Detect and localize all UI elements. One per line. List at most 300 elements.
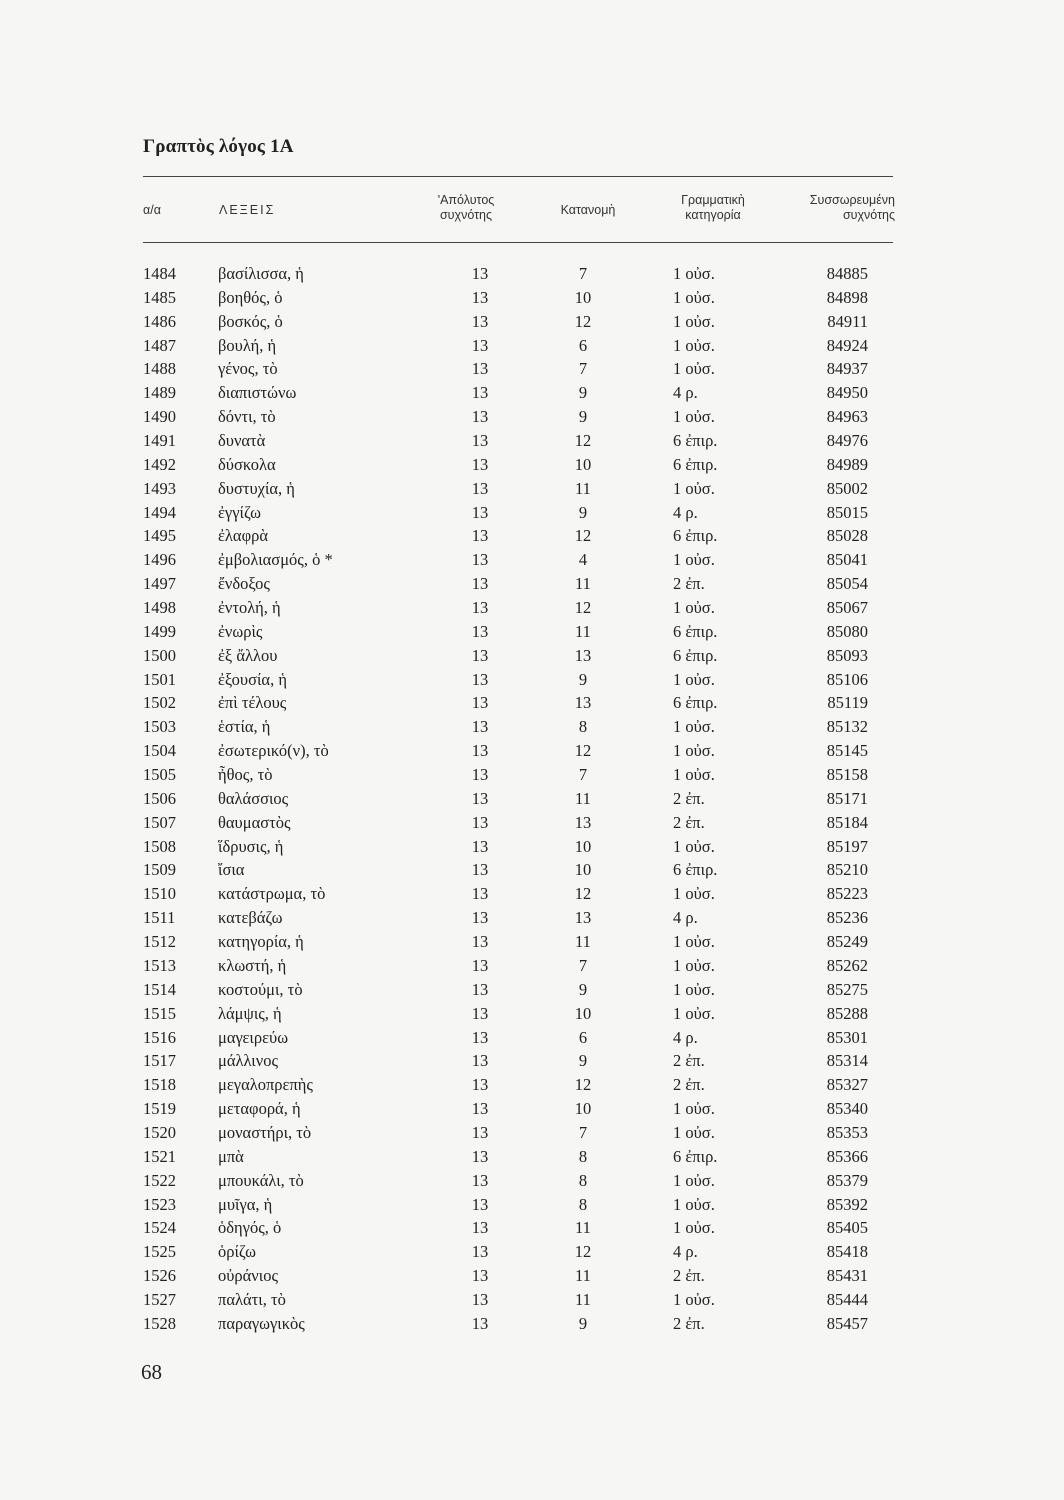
row-grammatical-category: 1 οὐσ. (673, 1170, 715, 1190)
row-absolute-frequency: 13 (471, 574, 489, 594)
row-word: λάμψις, ἡ (218, 1003, 282, 1023)
row-grammatical-category: 1 οὐσ. (673, 717, 715, 737)
row-word: θαλάσσιος (218, 788, 289, 808)
table-row (143, 668, 893, 692)
frequency-table (143, 262, 893, 1336)
row-serial: 1521 (143, 1146, 176, 1166)
row-distribution: 10 (574, 860, 592, 880)
row-word: ἐσωτερικό(ν), τὸ (218, 741, 329, 761)
row-distribution: 12 (574, 598, 592, 618)
row-absolute-frequency: 13 (471, 335, 489, 355)
row-cumulative-frequency: 85028 (826, 526, 868, 546)
row-grammatical-category: 2 ἐπ. (673, 812, 705, 832)
row-serial: 1518 (143, 1075, 176, 1095)
row-word: παραγωγικὸς (218, 1313, 305, 1333)
row-grammatical-category: 6 ἐπιρ. (673, 526, 718, 546)
row-distribution: 8 (578, 1146, 588, 1166)
row-cumulative-frequency: 85444 (826, 1289, 868, 1309)
row-absolute-frequency: 13 (471, 860, 489, 880)
table-row (143, 930, 893, 954)
table-row (143, 548, 893, 572)
row-distribution: 12 (574, 884, 592, 904)
row-cumulative-frequency: 85262 (826, 955, 868, 975)
row-word: διαπιστώνω (218, 383, 297, 403)
row-cumulative-frequency: 84924 (826, 335, 868, 355)
row-word: ἐντολή, ἡ (218, 598, 281, 618)
row-serial: 1496 (143, 550, 176, 570)
table-row (143, 1002, 893, 1026)
row-distribution: 6 (578, 335, 588, 355)
table-row (143, 787, 893, 811)
row-cumulative-frequency: 85314 (826, 1051, 868, 1071)
row-distribution: 11 (575, 1218, 591, 1238)
table-header (143, 192, 893, 232)
table-row (143, 1049, 893, 1073)
row-distribution: 8 (578, 1170, 588, 1190)
row-absolute-frequency: 13 (471, 908, 489, 928)
row-absolute-frequency: 13 (471, 478, 489, 498)
row-cumulative-frequency: 85132 (826, 717, 868, 737)
row-distribution: 11 (575, 1289, 591, 1309)
table-row (143, 524, 893, 548)
row-grammatical-category: 2 ἐπ. (673, 1075, 705, 1095)
row-cumulative-frequency: 84989 (826, 454, 868, 474)
table-row (143, 1026, 893, 1050)
row-absolute-frequency: 13 (471, 1194, 489, 1214)
row-serial: 1490 (143, 407, 176, 427)
row-serial: 1517 (143, 1051, 176, 1071)
row-distribution: 9 (578, 407, 588, 427)
row-serial: 1484 (143, 264, 176, 283)
row-serial: 1491 (143, 431, 176, 451)
table-row (143, 954, 893, 978)
row-absolute-frequency: 13 (471, 717, 489, 737)
row-word: οὐράνιος (218, 1266, 278, 1286)
table-row (143, 1240, 893, 1264)
table-row (143, 357, 893, 381)
row-cumulative-frequency: 85223 (826, 884, 868, 904)
table-row (143, 286, 893, 310)
row-serial: 1503 (143, 717, 176, 737)
row-serial: 1500 (143, 645, 176, 665)
row-word: ἴσια (218, 860, 245, 880)
row-absolute-frequency: 13 (471, 1075, 489, 1095)
row-cumulative-frequency: 85015 (826, 502, 868, 522)
row-word: μεγαλοπρεπὴς (218, 1075, 313, 1095)
row-grammatical-category: 2 ἐπ. (673, 1051, 705, 1071)
row-distribution: 10 (574, 454, 592, 474)
row-distribution: 13 (574, 908, 592, 928)
row-cumulative-frequency: 85067 (826, 598, 868, 618)
row-cumulative-frequency: 85002 (826, 478, 868, 498)
row-absolute-frequency: 13 (471, 1051, 489, 1071)
row-cumulative-frequency: 85197 (826, 836, 868, 856)
table-row (143, 644, 893, 668)
row-distribution: 6 (578, 1027, 588, 1047)
table-row (143, 453, 893, 477)
row-word: ἔνδοξος (218, 574, 270, 594)
row-cumulative-frequency: 84963 (826, 407, 868, 427)
row-grammatical-category: 1 οὐσ. (673, 979, 715, 999)
row-serial: 1506 (143, 788, 176, 808)
header-absolute-frequency-line1: 'Απόλυτος (437, 193, 495, 207)
row-word: ἐξ ἄλλου (218, 645, 278, 665)
row-serial: 1488 (143, 359, 176, 379)
row-word: μεταφορά, ἡ (218, 1099, 301, 1119)
row-cumulative-frequency: 85353 (826, 1122, 868, 1142)
row-word: ὁρίζω (218, 1242, 257, 1262)
row-cumulative-frequency: 85327 (826, 1075, 868, 1095)
table-row (143, 1169, 893, 1193)
row-distribution: 7 (578, 1122, 588, 1142)
row-absolute-frequency: 13 (471, 884, 489, 904)
header-cumulative-frequency-line1: Συσσωρευμένη (809, 193, 895, 207)
row-word: βουλή, ἡ (218, 335, 277, 355)
row-absolute-frequency: 13 (471, 645, 489, 665)
row-grammatical-category: 2 ἐπ. (673, 574, 705, 594)
row-distribution: 12 (574, 1242, 592, 1262)
row-serial: 1515 (143, 1003, 176, 1023)
table-row (143, 691, 893, 715)
row-serial: 1485 (143, 287, 176, 307)
row-distribution: 10 (574, 287, 592, 307)
row-word: μυῖγα, ἡ (218, 1194, 273, 1214)
row-word: βοσκός, ὁ (218, 311, 283, 331)
header-cumulative-frequency (783, 193, 895, 223)
row-grammatical-category: 1 οὐσ. (673, 836, 715, 856)
row-word: μοναστήρι, τὸ (218, 1122, 312, 1142)
row-cumulative-frequency: 85301 (826, 1027, 868, 1047)
row-absolute-frequency: 13 (471, 264, 489, 283)
row-grammatical-category: 1 οὐσ. (673, 407, 715, 427)
row-word: κατεβάζω (218, 908, 283, 928)
row-distribution: 12 (574, 431, 592, 451)
page-number: 68 (141, 1360, 162, 1384)
row-serial: 1524 (143, 1218, 176, 1238)
row-cumulative-frequency: 84885 (826, 264, 868, 283)
row-cumulative-frequency: 85340 (826, 1099, 868, 1119)
row-serial: 1526 (143, 1266, 176, 1286)
row-cumulative-frequency: 85041 (826, 550, 868, 570)
row-distribution: 11 (575, 788, 591, 808)
row-absolute-frequency: 13 (471, 407, 489, 427)
row-serial: 1516 (143, 1027, 176, 1047)
row-absolute-frequency: 13 (471, 812, 489, 832)
row-distribution: 13 (574, 812, 592, 832)
row-absolute-frequency: 13 (471, 1027, 489, 1047)
row-serial: 1514 (143, 979, 176, 999)
row-word: ἐξουσία, ἡ (218, 669, 287, 689)
row-cumulative-frequency: 85093 (826, 645, 868, 665)
row-grammatical-category: 1 οὐσ. (673, 765, 715, 785)
row-serial: 1510 (143, 884, 176, 904)
row-distribution: 9 (578, 669, 588, 689)
row-serial: 1489 (143, 383, 176, 403)
table-row (143, 835, 893, 859)
table-row (143, 978, 893, 1002)
row-distribution: 9 (578, 979, 588, 999)
row-word: ἵδρυσις, ἡ (218, 836, 284, 856)
table-row (143, 739, 893, 763)
row-word: ἐλαφρὰ (218, 526, 268, 546)
table-row (143, 572, 893, 596)
row-grammatical-category: 1 οὐσ. (673, 359, 715, 379)
row-absolute-frequency: 13 (471, 287, 489, 307)
row-absolute-frequency: 13 (471, 1289, 489, 1309)
row-grammatical-category: 1 οὐσ. (673, 1194, 715, 1214)
row-word: ἐπὶ τέλους (218, 693, 287, 713)
row-word: ἐνωρὶς (218, 621, 263, 641)
header-words: ΛΕΞΕΙΣ (219, 203, 276, 217)
row-cumulative-frequency: 85457 (826, 1313, 868, 1333)
row-serial: 1487 (143, 335, 176, 355)
row-grammatical-category: 6 ἐπιρ. (673, 645, 718, 665)
row-grammatical-category: 1 οὐσ. (673, 1003, 715, 1023)
row-distribution: 11 (575, 574, 591, 594)
row-distribution: 7 (578, 765, 588, 785)
row-serial: 1486 (143, 311, 176, 331)
row-distribution: 8 (578, 1194, 588, 1214)
row-grammatical-category: 1 οὐσ. (673, 932, 715, 952)
row-distribution: 7 (578, 955, 588, 975)
row-word: μαγειρεύω (218, 1027, 289, 1047)
row-word: δύσκολα (218, 454, 276, 474)
row-cumulative-frequency: 85379 (826, 1170, 868, 1190)
row-word: ὁδηγός, ὁ (218, 1218, 282, 1238)
row-grammatical-category: 1 οὐσ. (673, 669, 715, 689)
table-row (143, 381, 893, 405)
table-row (143, 310, 893, 334)
row-cumulative-frequency: 84911 (827, 311, 868, 331)
row-absolute-frequency: 13 (471, 955, 489, 975)
row-absolute-frequency: 13 (471, 741, 489, 761)
header-distribution: Κατανομὴ (560, 203, 616, 217)
table-row (143, 620, 893, 644)
row-grammatical-category: 1 οὐσ. (673, 550, 715, 570)
row-cumulative-frequency: 85184 (826, 812, 868, 832)
header-bottom-rule (143, 242, 893, 243)
row-serial: 1502 (143, 693, 176, 713)
row-cumulative-frequency: 84937 (826, 359, 868, 379)
row-serial: 1508 (143, 836, 176, 856)
table-row (143, 596, 893, 620)
row-word: δυστυχία, ἡ (218, 478, 295, 498)
row-grammatical-category: 1 οὐσ. (673, 287, 715, 307)
row-absolute-frequency: 13 (471, 550, 489, 570)
row-word: κατηγορία, ἡ (218, 932, 304, 952)
header-grammatical-category-line2: κατηγορία (685, 208, 741, 222)
row-serial: 1494 (143, 502, 176, 522)
row-serial: 1507 (143, 812, 176, 832)
row-absolute-frequency: 13 (471, 836, 489, 856)
header-top-rule (143, 176, 893, 177)
row-grammatical-category: 1 οὐσ. (673, 1099, 715, 1119)
row-serial: 1512 (143, 932, 176, 952)
header-cumulative-frequency-line2: συχνότης (842, 208, 895, 222)
header-grammatical-category (653, 193, 773, 223)
row-distribution: 4 (578, 550, 588, 570)
row-cumulative-frequency: 84950 (826, 383, 868, 403)
row-grammatical-category: 1 οὐσ. (673, 1122, 715, 1142)
row-distribution: 11 (575, 478, 591, 498)
table-row (143, 1097, 893, 1121)
row-grammatical-category: 1 οὐσ. (673, 741, 715, 761)
row-distribution: 11 (575, 1266, 591, 1286)
table-row (143, 1216, 893, 1240)
row-absolute-frequency: 13 (471, 1099, 489, 1119)
row-grammatical-category: 2 ἐπ. (673, 1266, 705, 1286)
row-distribution: 11 (575, 932, 591, 952)
row-cumulative-frequency: 85171 (826, 788, 868, 808)
row-cumulative-frequency: 85431 (826, 1266, 868, 1286)
row-serial: 1505 (143, 765, 176, 785)
row-absolute-frequency: 13 (471, 598, 489, 618)
row-serial: 1497 (143, 574, 176, 594)
row-distribution: 12 (574, 1075, 592, 1095)
row-absolute-frequency: 13 (471, 454, 489, 474)
row-serial: 1523 (143, 1194, 176, 1214)
row-grammatical-category: 1 οὐσ. (673, 264, 715, 283)
row-serial: 1498 (143, 598, 176, 618)
row-serial: 1528 (143, 1313, 176, 1333)
table-row (143, 477, 893, 501)
row-word: μπουκάλι, τὸ (218, 1170, 304, 1190)
row-cumulative-frequency: 85288 (826, 1003, 868, 1023)
row-serial: 1492 (143, 454, 176, 474)
row-distribution: 12 (574, 526, 592, 546)
row-distribution: 12 (574, 741, 592, 761)
row-word: γένος, τὸ (218, 359, 278, 379)
row-grammatical-category: 1 οὐσ. (673, 955, 715, 975)
table-row (143, 715, 893, 739)
row-absolute-frequency: 13 (471, 1170, 489, 1190)
table-row (143, 1312, 893, 1336)
row-cumulative-frequency: 85106 (826, 669, 868, 689)
header-serial: α/α (143, 203, 161, 217)
row-grammatical-category: 2 ἐπ. (673, 788, 705, 808)
table-row (143, 1145, 893, 1169)
row-word: κλωστή, ἡ (218, 955, 287, 975)
table-row (143, 858, 893, 882)
row-grammatical-category: 4 ρ. (673, 502, 698, 522)
row-distribution: 12 (574, 311, 592, 331)
row-cumulative-frequency: 85418 (826, 1242, 868, 1262)
row-grammatical-category: 6 ἐπιρ. (673, 431, 718, 451)
row-absolute-frequency: 13 (471, 788, 489, 808)
table-row (143, 405, 893, 429)
row-cumulative-frequency: 85392 (826, 1194, 868, 1214)
row-word: ἐγγίζω (218, 502, 262, 522)
table-row (143, 1264, 893, 1288)
row-serial: 1511 (143, 908, 176, 928)
row-cumulative-frequency: 85236 (826, 908, 868, 928)
row-serial: 1520 (143, 1122, 176, 1142)
row-cumulative-frequency: 85158 (826, 765, 868, 785)
row-serial: 1525 (143, 1242, 176, 1262)
row-absolute-frequency: 13 (471, 1122, 489, 1142)
row-grammatical-category: 6 ἐπιρ. (673, 454, 718, 474)
row-distribution: 9 (578, 1313, 588, 1333)
row-absolute-frequency: 13 (471, 526, 489, 546)
row-absolute-frequency: 13 (471, 1218, 489, 1238)
row-distribution: 13 (574, 693, 592, 713)
table-row (143, 1288, 893, 1312)
row-word: βασίλισσα, ἡ (218, 264, 304, 283)
row-grammatical-category: 4 ρ. (673, 383, 698, 403)
row-distribution: 10 (574, 836, 592, 856)
row-serial: 1499 (143, 621, 176, 641)
row-serial: 1504 (143, 741, 176, 761)
row-word: ἑστία, ἡ (218, 717, 271, 737)
row-distribution: 8 (578, 717, 588, 737)
row-absolute-frequency: 13 (471, 431, 489, 451)
row-serial: 1501 (143, 669, 176, 689)
row-word: κατάστρωμα, τὸ (218, 884, 326, 904)
row-cumulative-frequency: 84976 (826, 431, 868, 451)
row-grammatical-category: 6 ἐπιρ. (673, 693, 718, 713)
table-row (143, 262, 893, 286)
table-row (143, 334, 893, 358)
row-distribution: 9 (578, 502, 588, 522)
row-serial: 1519 (143, 1099, 176, 1119)
row-grammatical-category: 1 οὐσ. (673, 335, 715, 355)
row-distribution: 11 (575, 621, 591, 641)
header-absolute-frequency-line2: συχνότης (439, 208, 493, 222)
row-distribution: 9 (578, 383, 588, 403)
row-cumulative-frequency: 85210 (826, 860, 868, 880)
row-grammatical-category: 1 οὐσ. (673, 884, 715, 904)
row-grammatical-category: 6 ἐπιρ. (673, 621, 718, 641)
row-grammatical-category: 4 ρ. (673, 1027, 698, 1047)
row-grammatical-category: 1 οὐσ. (673, 1289, 715, 1309)
row-distribution: 7 (578, 359, 588, 379)
row-absolute-frequency: 13 (471, 693, 489, 713)
row-absolute-frequency: 13 (471, 1146, 489, 1166)
row-grammatical-category: 1 οὐσ. (673, 478, 715, 498)
row-serial: 1493 (143, 478, 176, 498)
table-row (143, 811, 893, 835)
row-absolute-frequency: 13 (471, 502, 489, 522)
row-absolute-frequency: 13 (471, 311, 489, 331)
row-grammatical-category: 2 ἐπ. (673, 1313, 705, 1333)
row-serial: 1527 (143, 1289, 176, 1309)
row-serial: 1495 (143, 526, 176, 546)
row-absolute-frequency: 13 (471, 979, 489, 999)
row-grammatical-category: 4 ρ. (673, 1242, 698, 1262)
row-distribution: 9 (578, 1051, 588, 1071)
row-absolute-frequency: 13 (471, 765, 489, 785)
row-distribution: 7 (578, 264, 588, 283)
row-serial: 1509 (143, 860, 176, 880)
row-word: δυνατὰ (218, 431, 266, 451)
row-cumulative-frequency: 85054 (826, 574, 868, 594)
table-row (143, 1121, 893, 1145)
row-cumulative-frequency: 85405 (826, 1218, 868, 1238)
row-serial: 1513 (143, 955, 176, 975)
table-row (143, 501, 893, 525)
row-serial: 1522 (143, 1170, 176, 1190)
row-distribution: 13 (574, 645, 592, 665)
row-cumulative-frequency: 85080 (826, 621, 868, 641)
row-cumulative-frequency: 85275 (826, 979, 868, 999)
row-absolute-frequency: 13 (471, 1242, 489, 1262)
table-row (143, 763, 893, 787)
row-absolute-frequency: 13 (471, 1003, 489, 1023)
row-cumulative-frequency: 85366 (826, 1146, 868, 1166)
table-row (143, 429, 893, 453)
row-absolute-frequency: 13 (471, 669, 489, 689)
row-word: μάλλινος (218, 1051, 278, 1071)
